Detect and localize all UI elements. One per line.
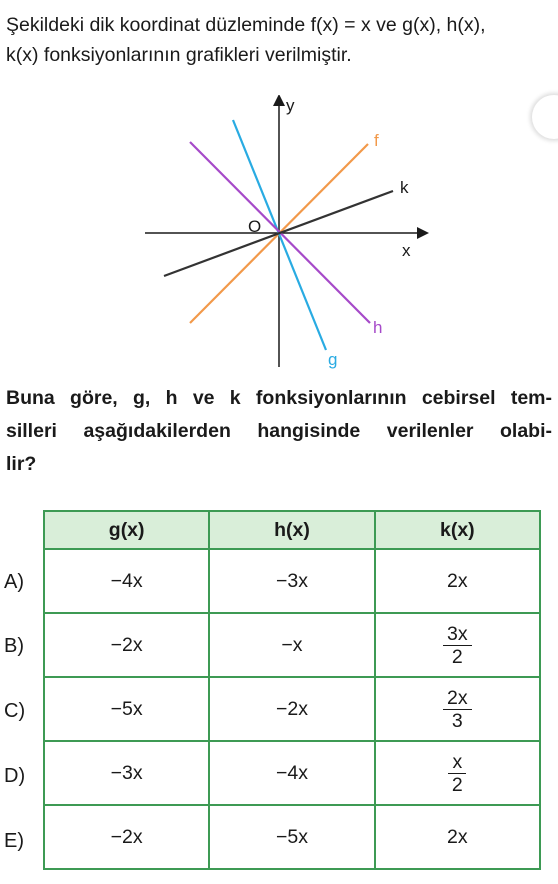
option-label-b[interactable]: B) [4,635,24,657]
table-row-c[interactable] [44,677,540,741]
table-row-d[interactable] [44,741,540,805]
option-label-c[interactable]: C) [4,700,26,722]
question-text [6,382,552,481]
header-k: k(x) [375,511,540,549]
y-axis-label: y [286,96,295,115]
cell-k [375,677,540,741]
question-line-1: Buna göre, g, h ve k fonksiyonlarının cebirsel tem- [6,387,552,409]
cell-h: −x [209,613,374,677]
problem-statement-line-2: k(x) fonksiyonlarının grafikleri verilmiştir. [6,44,352,66]
table-header-row [44,511,540,549]
header-h: h(x) [209,511,374,549]
option-label-a[interactable]: A) [4,571,24,593]
cell-k [375,613,540,677]
f-label: f [374,131,379,150]
cell-g: −3x [44,741,209,805]
fraction-numerator: x [448,751,466,774]
cell-k: 2x [375,549,540,613]
cell-h: −4x [209,741,374,805]
question-line-3: lir? [6,453,37,475]
g-label: g [328,350,338,369]
fraction [448,751,467,796]
table-row-a[interactable] [44,549,540,613]
cell-k: 2x [375,805,540,869]
cell-g: −4x [44,549,209,613]
fraction-denominator: 2 [451,645,463,668]
cell-h: −3x [209,549,374,613]
cell-h: −5x [209,805,374,869]
origin-label: O [248,217,262,236]
fraction-numerator: 2x [443,687,472,710]
cell-k [375,741,540,805]
cell-g: −2x [44,805,209,869]
x-axis-label: x [402,241,411,260]
page-curl-decoration [532,95,558,139]
cell-g: −5x [44,677,209,741]
problem-statement-line-1: Şekildeki dik koordinat düzleminde f(x) = x ve g(x), h(x), [6,14,486,36]
fraction-numerator: 3x [443,623,472,646]
header-g: g(x) [44,511,209,549]
problem-statement [6,10,556,70]
table-row-b[interactable] [44,613,540,677]
option-label-e[interactable]: E) [4,830,24,852]
cell-h: −2x [209,677,374,741]
question-line-2: silleri aşağıdakilerden hangisinde verilenler olabi- [6,420,552,442]
fraction [443,623,472,668]
fraction-denominator: 2 [451,773,463,796]
coordinate-graph [140,95,430,375]
fraction-denominator: 3 [451,709,463,732]
option-label-d[interactable]: D) [4,765,26,787]
graph-svg [140,95,430,375]
fraction [443,687,472,732]
answer-table [43,510,541,870]
h-label: h [373,318,383,337]
k-label: k [400,178,409,197]
table-row-e[interactable] [44,805,540,869]
cell-g: −2x [44,613,209,677]
